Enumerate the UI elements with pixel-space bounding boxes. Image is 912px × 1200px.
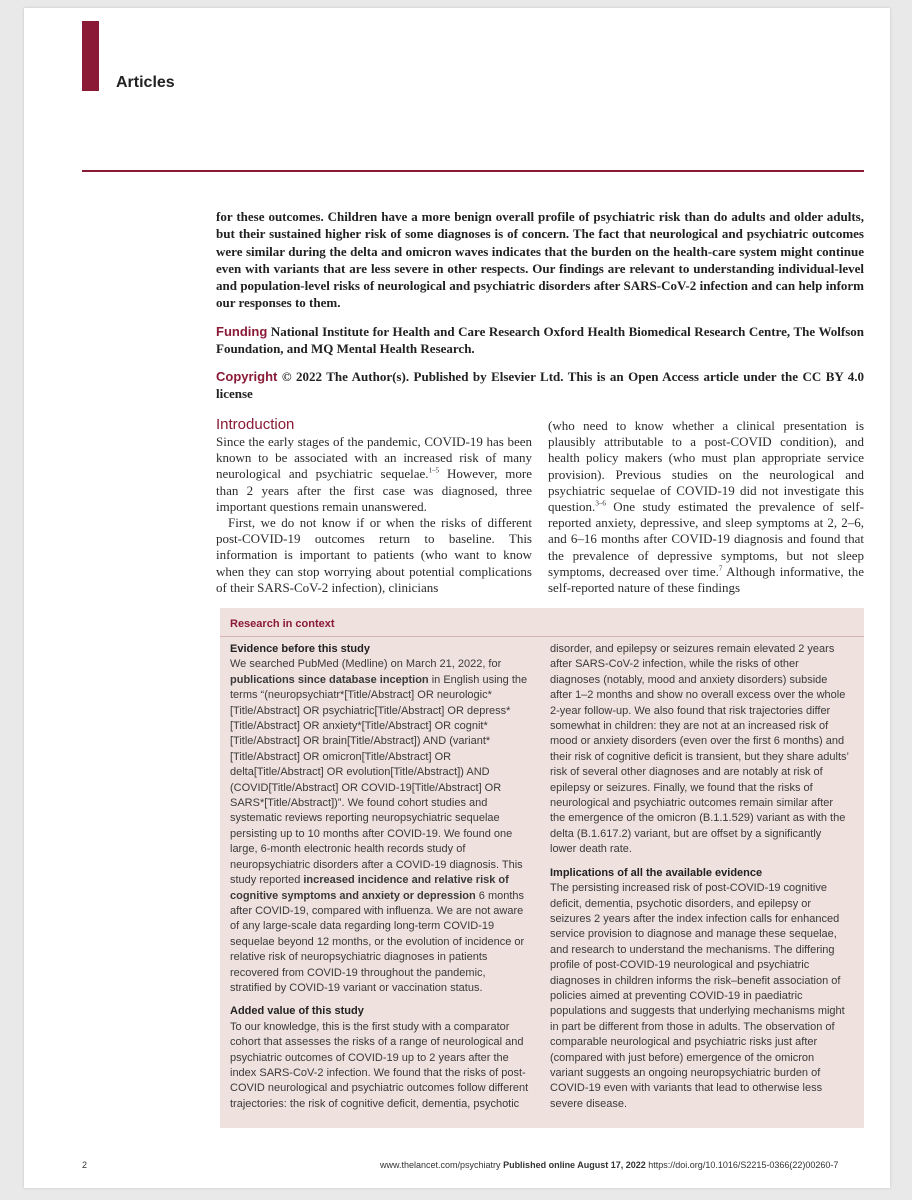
summary-paragraph: for these outcomes. Children have a more benign overall profile of psychiatric risk than do adults and older adults, but their sustained higher risk of some diagnoses is of concern. The fact that neurological and psychiatric outcomes were similar during the delta and omicron waves indicates that the burden on the health-care system might continue even with variants that are less severe in other respects. Our findings are relevant to understanding individual-level and population-level risks of neurological and psychiatric disorders after SARS-CoV-2 infection and can help inform our responses to them. [216, 209, 864, 311]
published-date: Published online August 17, 2022 [503, 1160, 646, 1170]
copyright-statement [216, 368, 864, 403]
doi-link[interactable]: https://doi.org/10.1016/S2215-0366(22)00260-7 [648, 1160, 839, 1170]
panel-left-column [230, 642, 530, 1120]
article-page [24, 8, 890, 1188]
introduction-right-column [548, 418, 864, 596]
page-number: 2 [82, 1160, 88, 1170]
intro-paragraph-2: First, we do not know if or when the risks of different post-COVID-19 outcomes return to baseline. This information is important to patients (who want to know when they can stop worrying about potential complications of their SARS-CoV-2 infection), clinicians [216, 515, 532, 595]
header-rule [82, 170, 864, 172]
research-in-context-panel [220, 608, 864, 1128]
panel-rule [220, 636, 864, 637]
funding-label: Funding [216, 324, 268, 339]
copyright-text: © 2022 The Author(s). Published by Elsevier Ltd. This is an Open Access article under the CC BY 4.0 license [216, 369, 865, 402]
implications-heading: Implications of all the available evidence [550, 866, 763, 879]
intro-paragraph-continued: (who need to know whether a clinical presentation is plausibly attributable to a post-COVID condition), and health policy makers (who must plan appropriate service provision). Previous studies on the neurological and psychiatric sequelae of COVID-19 did not investigate this question.$^{3-6}$ One study estimated the prevalence of self-reported anxiety, depressive, and sleep symptoms at 2, 2–6, and 6–16 months after COVID-19 diagnosis and found that the prevalence of depressive symptoms, but not sleep symptoms, decreased over time.$^7$ Although informative, the self-reported nature of these findings [548, 418, 864, 596]
implications-text: The persisting increased risk of post-COVID-19 cognitive deficit, dementia, psychotic disorders, and epilepsy or seizures 2 years after the index infection calls for enhanced service provision to diagnose and manage these sequelae, and research to understand the mechanisms. The differing profile of post-COVID-19 neurological and psychiatric diagnoses in children informs the risk–benefit association of policies aimed at preventing COVID-19 in paediatric populations and suggests that underlying mechanisms might in part be different from those in adults. The observation of comparable neurological and psychiatric risks just after (compared with just before) emergence of the omicron variant suggests an ongoing neuropsychiatric burden of COVID-19 even with variants that lead to otherwise less severe disease. [550, 882, 845, 1110]
research-in-context-title: Research in context [230, 618, 335, 630]
funding-statement [216, 323, 864, 358]
added-value-heading: Added value of this study [230, 1005, 364, 1018]
section-tab-marker [82, 21, 99, 91]
introduction-heading: Introduction [216, 416, 295, 433]
added-value-text-continued: disorder, and epilepsy or seizures remain elevated 2 years after SARS-CoV-2 infection, while the risks of other diagnoses (notably, mood and anxiety disorders) subside after 1–2 months and show no overall excess over the whole 2-year follow-up. We also found that risk trajectories differ somewhat in children: they are not at an increased risk of mood or anxiety disorders (even over the first 6 months) and their risk of cognitive deficit is transient, but they share adults’ risk of several other diagnoses and are notably at risk of epilepsy or seizures. Finally, we found that the risks of neurological and psychiatric outcomes remain similar after the emergence of the omicron (B.1.1.529) variant as with the delta (B.1.617.2) variant, but are offset by a significantly lower death rate. [550, 643, 849, 856]
intro-paragraph-1: Since the early stages of the pandemic, COVID-19 has been known to be associated with an increased risk of many neurological and psychiatric sequelae.$^{1-5}$ However, more than 2 years after the first case was diagnosed, three important questions remain unanswered. [216, 434, 532, 514]
citation-sup: 7 [718, 564, 723, 573]
journal-url[interactable]: www.thelancet.com/psychiatry [380, 1160, 501, 1170]
added-value-text: To our knowledge, this is the first study with a comparator cohort that assesses the risks of a range of neurological and psychiatric outcomes of COVID-19 up to 2 years after the index SARS-CoV-2 infection. We found that the risks of post-COVID neurological and psychiatric outcomes follow different trajectories: the risk of cognitive deficit, dementia, psychotic [230, 1020, 529, 1110]
introduction-left-column [216, 434, 532, 596]
footer-citation [380, 1160, 838, 1170]
evidence-text: We searched PubMed (Medline) on March 21, 2022, for publications since database inception in English using the terms “(neuropsychiatr*[Title/Abstract] OR neurologic*[Title/Abstract] OR psychiatric[Title/Abstract] OR depress*[Title/Abstract] OR anxiety*[Title/Abstract] OR cognit*[Title/Abstract] OR brain[Title/Abstract]) AND (variant*[Title/Abstract] OR omicron[Title/Abstract] OR delta[Title/Abstract] OR evolution[Title/Abstract]) AND (COVID[Title/Abstract] OR COVID-19[Title/Abstract] OR SARS*[Title/Abstract])”. We found cohort studies and systematic reviews reporting neuropsychiatric sequelae persisting up to 10 months after COVID-19. We found one large, 6-month electronic health records study of neuropsychiatric disorders after a COVID-19 diagnosis. This study reported increased incidence and relative risk of cognitive symptoms and anxiety or depression 6 months after COVID-19, compared with influenza. We are not aware of any large-scale data regarding long-term COVID-19 sequelae beyond 12 months, or the evolution of incidence or relative risk of neuropsychiatric diagnoses in patients recovered from COVID-19 throughout the pandemic, stratified by COVID-19 variant or vaccination status. [230, 658, 528, 994]
funding-text: National Institute for Health and Care Research Oxford Health Biomedical Research Centre, The Wolfson Foundation, and MQ Mental Health Research. [216, 324, 865, 357]
evidence-heading: Evidence before this study [230, 643, 370, 655]
copyright-label: Copyright [216, 369, 278, 384]
section-label: Articles [116, 74, 175, 91]
citation-sup: 3–6 [595, 499, 606, 508]
panel-right-column [550, 642, 850, 1120]
citation-sup: 1–5 [428, 467, 440, 476]
